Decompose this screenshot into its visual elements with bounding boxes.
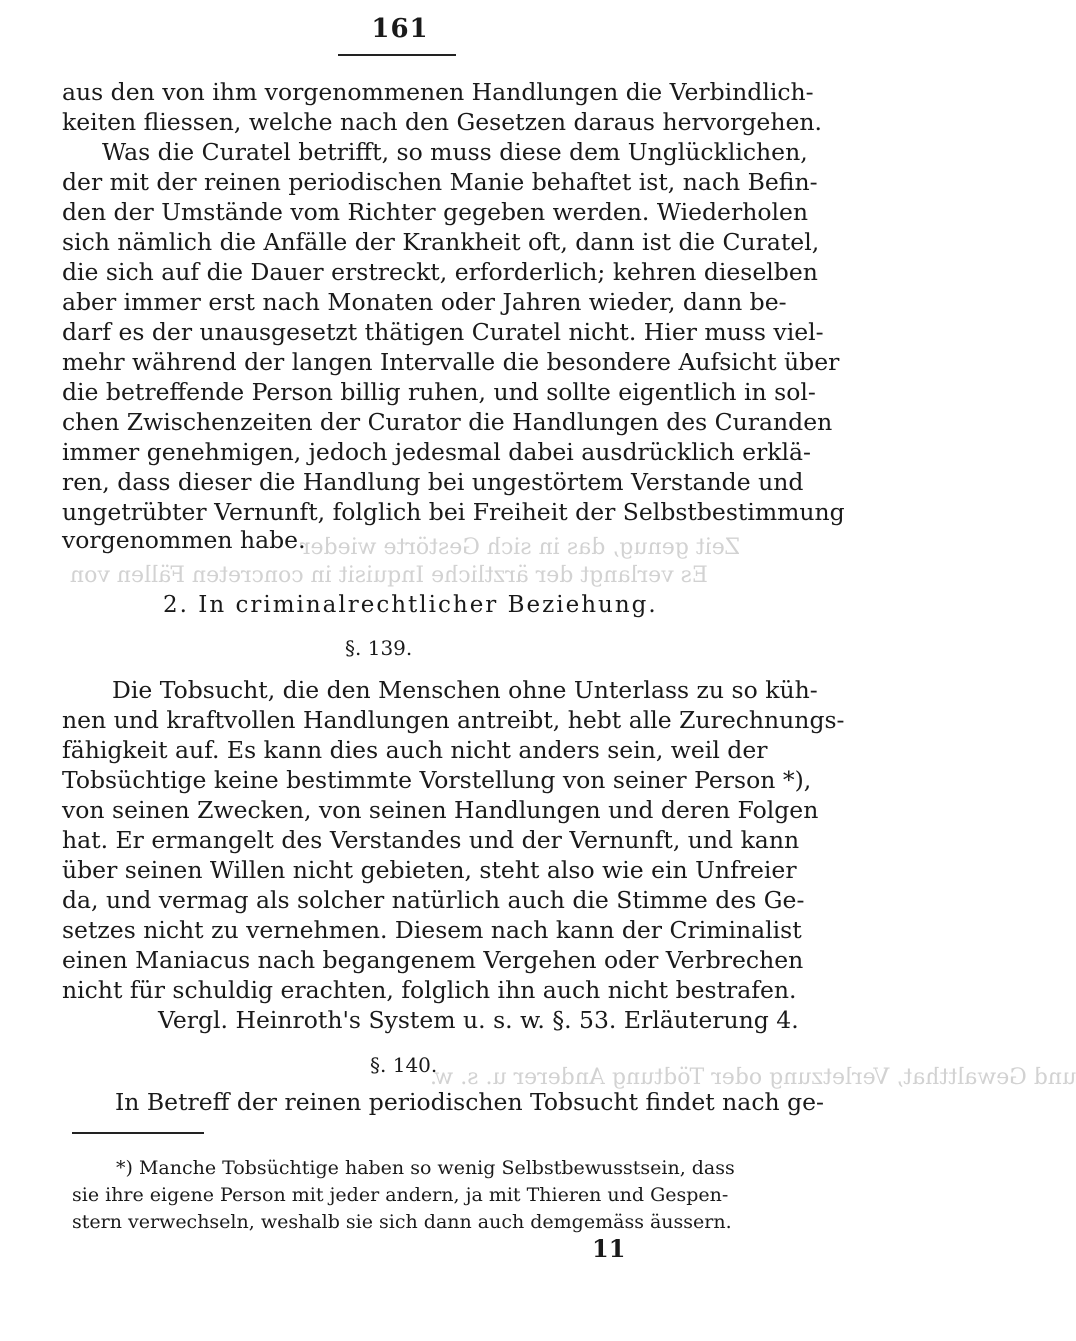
text-line: vorgenommen habe. <box>62 526 306 554</box>
text-line: In Betreff der reinen periodischen Tobsucht findet nach ge- <box>115 1088 824 1116</box>
text-line: ren, dass dieser die Handlung bei ungestörtem Verstande und <box>62 468 804 496</box>
paragraph-number: §. 139. <box>345 636 413 660</box>
reference-line: Vergl. Heinroth's System u. s. w. §. 53. Erläuterung 4. <box>158 1006 799 1034</box>
text-line: chen Zwischenzeiten der Curator die Handlungen des Curanden <box>62 408 833 436</box>
signature-mark: 11 <box>592 1234 626 1263</box>
text-line: den der Umstände vom Richter gegeben werden. Wiederholen <box>62 198 809 226</box>
text-line: nen und kraftvollen Handlungen antreibt, hebt alle Zurechnungs- <box>62 706 845 734</box>
footnote-rule <box>72 1132 204 1134</box>
text-line: die betreffende Person billig ruhen, und sollte eigentlich in sol- <box>62 378 816 406</box>
show-through-text: Es verlangt der ärztliche Inquisit in concreten Fällen von <box>70 563 708 588</box>
footnote-line: sie ihre eigene Person mit jeder andern, ja mit Thieren und Gespen- <box>72 1184 729 1206</box>
footnote-line: stern verwechseln, weshalb sie sich dann auch demgemäss äussern. <box>72 1211 732 1233</box>
text-line: ungetrübter Vernunft, folglich bei Freiheit der Selbstbestimmung <box>62 498 845 526</box>
text-line: immer genehmigen, jedoch jedesmal dabei ausdrücklich erklä- <box>62 438 811 466</box>
text-line: nicht für schuldig erachten, folglich ihn auch nicht bestrafen. <box>62 976 797 1004</box>
text-line: keiten fliessen, welche nach den Gesetzen daraus hervorgehen. <box>62 108 822 136</box>
text-line: der mit der reinen periodischen Manie behaftet ist, nach Befin- <box>62 168 818 196</box>
text-line: setzes nicht zu vernehmen. Diesem nach kann der Criminalist <box>62 916 802 944</box>
text-line: aus den von ihm vorgenommenen Handlungen die Verbindlich- <box>62 78 814 106</box>
text-line: Die Tobsucht, die den Menschen ohne Unterlass zu so küh- <box>112 676 818 704</box>
text-line: die sich auf die Dauer erstreckt, erforderlich; kehren dieselben <box>62 258 818 286</box>
text-line: sich nämlich die Anfälle der Krankheit oft, dann ist die Curatel, <box>62 228 820 256</box>
page-number: 161 <box>371 14 429 44</box>
text-line: da, und vermag als solcher natürlich auch die Stimme des Ge- <box>62 886 805 914</box>
text-line: fähigkeit auf. Es kann dies auch nicht anders sein, weil der <box>62 736 768 764</box>
text-line: einen Maniacus nach begangenem Vergehen oder Verbrechen <box>62 946 804 974</box>
text-line: mehr während der langen Intervalle die besondere Aufsicht über <box>62 348 840 376</box>
section-heading: 2. In criminalrechtlicher Beziehung. <box>163 592 658 618</box>
text-line: aber immer erst nach Monaten oder Jahren wieder, dann be- <box>62 288 787 316</box>
paragraph-number: §. 140. <box>370 1053 438 1077</box>
text-line: hat. Er ermangelt des Verstandes und der Vernunft, und kann <box>62 826 800 854</box>
show-through-text: Zeit genug, das in sich Gestörte wieder <box>300 535 741 560</box>
footnote-line: *) Manche Tobsüchtige haben so wenig Selbstbewusstsein, dass <box>116 1157 735 1179</box>
header-rule <box>338 54 456 56</box>
show-through-text: und Gewaltthat, Verletzung oder Tödtung Anderer u. s. w. <box>430 1065 1076 1090</box>
text-line: von seinen Zwecken, von seinen Handlungen und deren Folgen <box>62 796 819 824</box>
text-line: Tobsüchtige keine bestimmte Vorstellung von seiner Person *), <box>62 766 812 794</box>
text-line: über seinen Willen nicht gebieten, steht also wie ein Unfreier <box>62 856 797 884</box>
text-line: Was die Curatel betrifft, so muss diese dem Unglücklichen, <box>102 138 808 166</box>
text-line: darf es der unausgesetzt thätigen Curatel nicht. Hier muss viel- <box>62 318 824 346</box>
